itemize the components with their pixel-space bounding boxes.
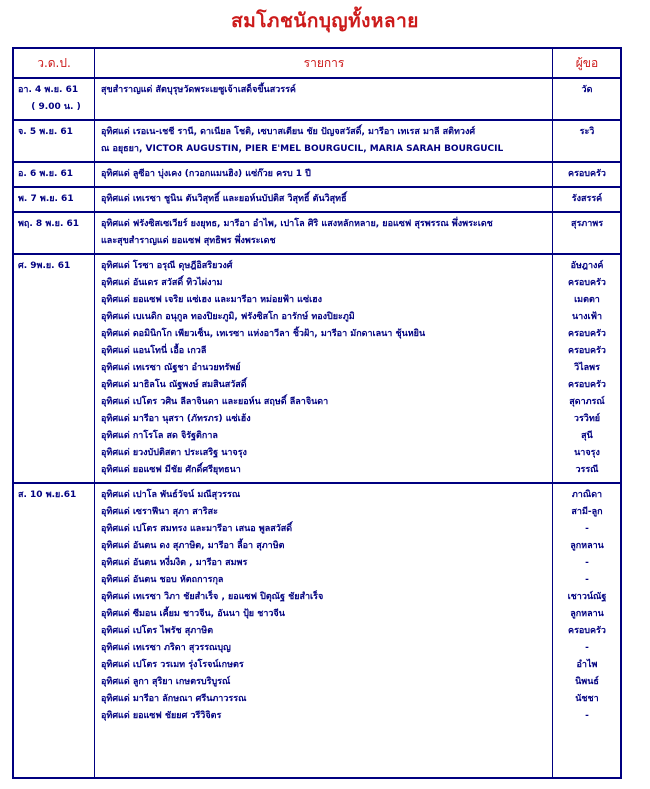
table-row: [14, 79, 620, 121]
column-divider: [94, 49, 95, 777]
intention-line: อุทิศแด่ มารีอา นุสรา (ภัทรภร) แซ่เฮ้ง: [101, 414, 251, 424]
row-date: [18, 124, 94, 141]
requester-name: วรรณี: [575, 465, 599, 475]
date-text: อา. 4 พ.ย. 61: [18, 85, 79, 95]
table-row: [14, 484, 620, 777]
requester-name: -: [585, 558, 589, 568]
row-date: [18, 191, 94, 208]
requester-name: นิพนธ์: [575, 677, 599, 687]
table-header: [14, 49, 620, 79]
date-time: ( 9.00 น. ): [31, 102, 81, 112]
intention-line: อุทิศแด่ อันตน ดง สุภาษิต, มารีอา ลี้อา สุภาษิต: [101, 541, 285, 551]
requester-name: สุนี: [581, 431, 593, 441]
requester-name: สุดาภรณ์: [569, 397, 605, 407]
header-date: ว.ด.ป.: [37, 56, 71, 70]
requester-name: นัชชา: [575, 694, 599, 704]
intention-line: อุทิศแด่ ลูกา สุริยา เกษตรบริบูรณ์: [101, 677, 231, 687]
requester-name: รังสรรค์: [571, 194, 603, 204]
row-items: [101, 487, 547, 725]
requester-name: ลูกหลาน: [570, 541, 604, 551]
requester-name: ระวิ: [579, 127, 595, 137]
requester-name: -: [585, 575, 589, 585]
intention-line: และสุขสำราญแด่ ยอแซฟ สุทธิพร พึ่งพระเดช: [101, 236, 276, 246]
requester-name: ครอบครัว: [568, 626, 606, 636]
table-row: [14, 213, 620, 255]
requester-name: -: [585, 711, 589, 721]
row-date: [18, 487, 94, 504]
intention-line: อุทิศแด่ เปโตร วรเมท รุ่งโรจน์เกษตร: [101, 660, 244, 670]
intention-line: อุทิศแด่ ดอมินิกโก เพียวเซ็น, เทเรซา แห่งอาวีลา ชิ้วฝ้า, มารีอา มักดาเลนา ชุ้นหยิน: [101, 329, 426, 339]
intention-line: อุทิศแด่ เทเรซา ชูนิน ตันวิสุทธิ์ และยอห์นบัปติส วิสุทธิ์ ตันวิสุทธิ์: [101, 194, 347, 204]
intention-line: อุทิศแด่ มารีอา ลักษณา ศรีนภาวรรณ: [101, 694, 247, 704]
intention-line: อุทิศแด่ เทเรซา วิภา ชัยสำเร็จ , ยอแซฟ ปิตุณัฐ ชัยสำเร็จ: [101, 592, 324, 602]
date-text: จ. 5 พ.ย. 61: [18, 127, 73, 137]
intention-line: อุทิศแด่ เปโตร ไพรัช สุภาษิต: [101, 626, 214, 636]
row-items: [101, 82, 547, 99]
date-text: อ. 6 พ.ย. 61: [18, 169, 74, 179]
intention-line: อุทิศแด่ เปาโล พันธ์วัจน์ มณีสุวรรณ: [101, 490, 241, 500]
intention-line: อุทิศแด่ ยวงบัปติสตา ประเสริฐ นาจรุง: [101, 448, 247, 458]
row-requesters: [554, 258, 620, 479]
header-items: รายการ: [303, 56, 345, 70]
intention-line: อุทิศแด่ เปโตร วศิน ลีลาจินดา และยอห์น สฤษดิ์ ลีลาจินดา: [101, 397, 329, 407]
intention-line: อุทิศแด่ อันเดร สวัสดิ์ ทิวไผ่งาม: [101, 278, 223, 288]
intention-line: อุทิศแด่ ยอแซฟ เจริย แซ่เฮง และมารีอา หม่อยฟ้า แซ่เฮง: [101, 295, 323, 305]
date-text: พ. 7 พ.ย. 61: [18, 194, 74, 204]
intention-line: อุทิศแด่ มาธิลโน ณัฐพงษ์ สมสินสวัสดิ์: [101, 380, 247, 390]
requester-name: สามี-ลูก: [571, 507, 603, 517]
requester-name: วิไลพร: [574, 363, 600, 373]
requester-name: อัษฎางค์: [570, 261, 604, 271]
intention-line: อุทิศแด่ ลูซีอา บุ่งเคง (กวอกแมนฮิง) แซ่ก๊วย ครบ 1 ปี: [101, 169, 311, 179]
requester-name: นางเฟ้า: [571, 312, 603, 322]
requester-name: สุรภาพร: [570, 219, 604, 229]
intentions-table: [12, 47, 622, 779]
row-items: [101, 166, 547, 183]
row-date: [18, 166, 94, 183]
row-date: [18, 258, 94, 275]
row-requesters: [554, 124, 620, 141]
requester-name: อำไพ: [576, 660, 598, 670]
intention-line: อุทิศแด่ เปโตร สมทรง และมารีอา เสนอ พูลสวัสดิ์: [101, 524, 293, 534]
table-row: [14, 163, 620, 188]
intention-line: อุทิศแด่ ยอแซฟ มีชัย ศักดิ์ศรียุทธนา: [101, 465, 241, 475]
intention-line: อุทิศแด่ เทเรซา ณัฐชา อำนวยทรัพย์: [101, 363, 241, 373]
requester-name: นาจรุง: [574, 448, 600, 458]
table-row: [14, 188, 620, 213]
requester-name: ลูกหลาน: [570, 609, 604, 619]
intention-line: อุทิศแด่ ยอแซฟ ชัยยศ วรีวิจิตร: [101, 711, 222, 721]
row-requesters: [554, 487, 620, 725]
intention-line: อุทิศแด่ เรอเน-เชชี รานี, ดาเนียล โชติ, เซบาสเตียน ชัย ปัญจสวัสดิ์, มารีอา เทเรส มาลี สติทวงศ์: [101, 127, 476, 137]
row-requesters: [554, 216, 620, 233]
intention-line: สุขสำราญแด่ สัตบุรุษวัดพระเยซูเจ้าเสด็จขึ้นสวรรค์: [101, 85, 296, 95]
date-text: พฤ. 8 พ.ย. 61: [18, 219, 80, 229]
row-items: [101, 191, 547, 208]
date-text: ศ. 9พ.ย. 61: [18, 261, 71, 271]
date-text: ส. 10 พ.ย.61: [18, 490, 77, 500]
requester-name: วัด: [581, 85, 593, 95]
intention-line: อุทิศแด่ แอนโทนี่ เอื้อ เกวลี: [101, 346, 207, 356]
requester-name: ครอบครัว: [568, 346, 606, 356]
intention-line: อุทิศแด่ เบเนดิก อนุกูล ทองปิยะภูมิ, ฟรังซิสโก อารักษ์ ทองปิยะภูมิ: [101, 312, 355, 322]
row-requesters: [554, 82, 620, 99]
requester-name: ครอบครัว: [568, 329, 606, 339]
row-items: [101, 216, 547, 250]
column-divider: [552, 49, 553, 777]
intention-line: อุทิศแด่ เทเรซา ภริดา สุวรรณบุญ: [101, 643, 231, 653]
requester-name: วรวิทย์: [573, 414, 601, 424]
row-date: [18, 216, 94, 233]
requester-name: -: [585, 524, 589, 534]
intention-line: อุทิศแด่ อันตน ชอบ หัตถการกุล: [101, 575, 224, 585]
row-items: [101, 258, 547, 479]
row-requesters: [554, 166, 620, 183]
intention-line: อุทิศแด่ โรซา อรุณี ดุษฎีอิสริยวงศ์: [101, 261, 233, 271]
requester-name: เมตตา: [574, 295, 600, 305]
intention-line: อุทิศแด่ ฟรังซิสเซเวียร์ ยงยุทธ, มารีอา อำไพ, เปาโล ศิริ แสงหลักหลาย, ยอแซฟ สุรพรรณ พึ่งพระเดช: [101, 219, 493, 229]
intention-line: อุทิศแด่ อันตน หงี่มงิต , มารีอา สมพร: [101, 558, 248, 568]
row-requesters: [554, 191, 620, 208]
table-row: [14, 255, 620, 484]
table-row: [14, 121, 620, 163]
page-title: สมโภชนักบุญทั้งหลาย: [231, 10, 419, 32]
intention-line: อุทิศแด่ เซราฟีนา สุภา สาริสะ: [101, 507, 218, 517]
requester-name: ครอบครัว: [568, 380, 606, 390]
row-items: [101, 124, 547, 158]
requester-name: -: [585, 643, 589, 653]
requester-name: เชาวน์ณัฐ: [567, 592, 607, 602]
row-date: [18, 82, 94, 116]
intention-line: ณ อยุธยา, VICTOR AUGUSTIN, PIER E'MEL BOURGUCIL, MARIA SARAH BOURGUCIL: [101, 144, 504, 154]
intention-line: อุทิศแด่ ซีมอน เคี้ยม ชาวจีน, อันนา ปุ้ย ชาวจีน: [101, 609, 285, 619]
header-requester: ผู้ขอ: [575, 56, 599, 70]
requester-name: ครอบครัว: [568, 278, 606, 288]
requester-name: ครอบครัว: [568, 169, 606, 179]
intention-line: อุทิศแด่ กาโรโล สด จิรัฐติกาล: [101, 431, 218, 441]
requester-name: ภาณิดา: [571, 490, 603, 500]
